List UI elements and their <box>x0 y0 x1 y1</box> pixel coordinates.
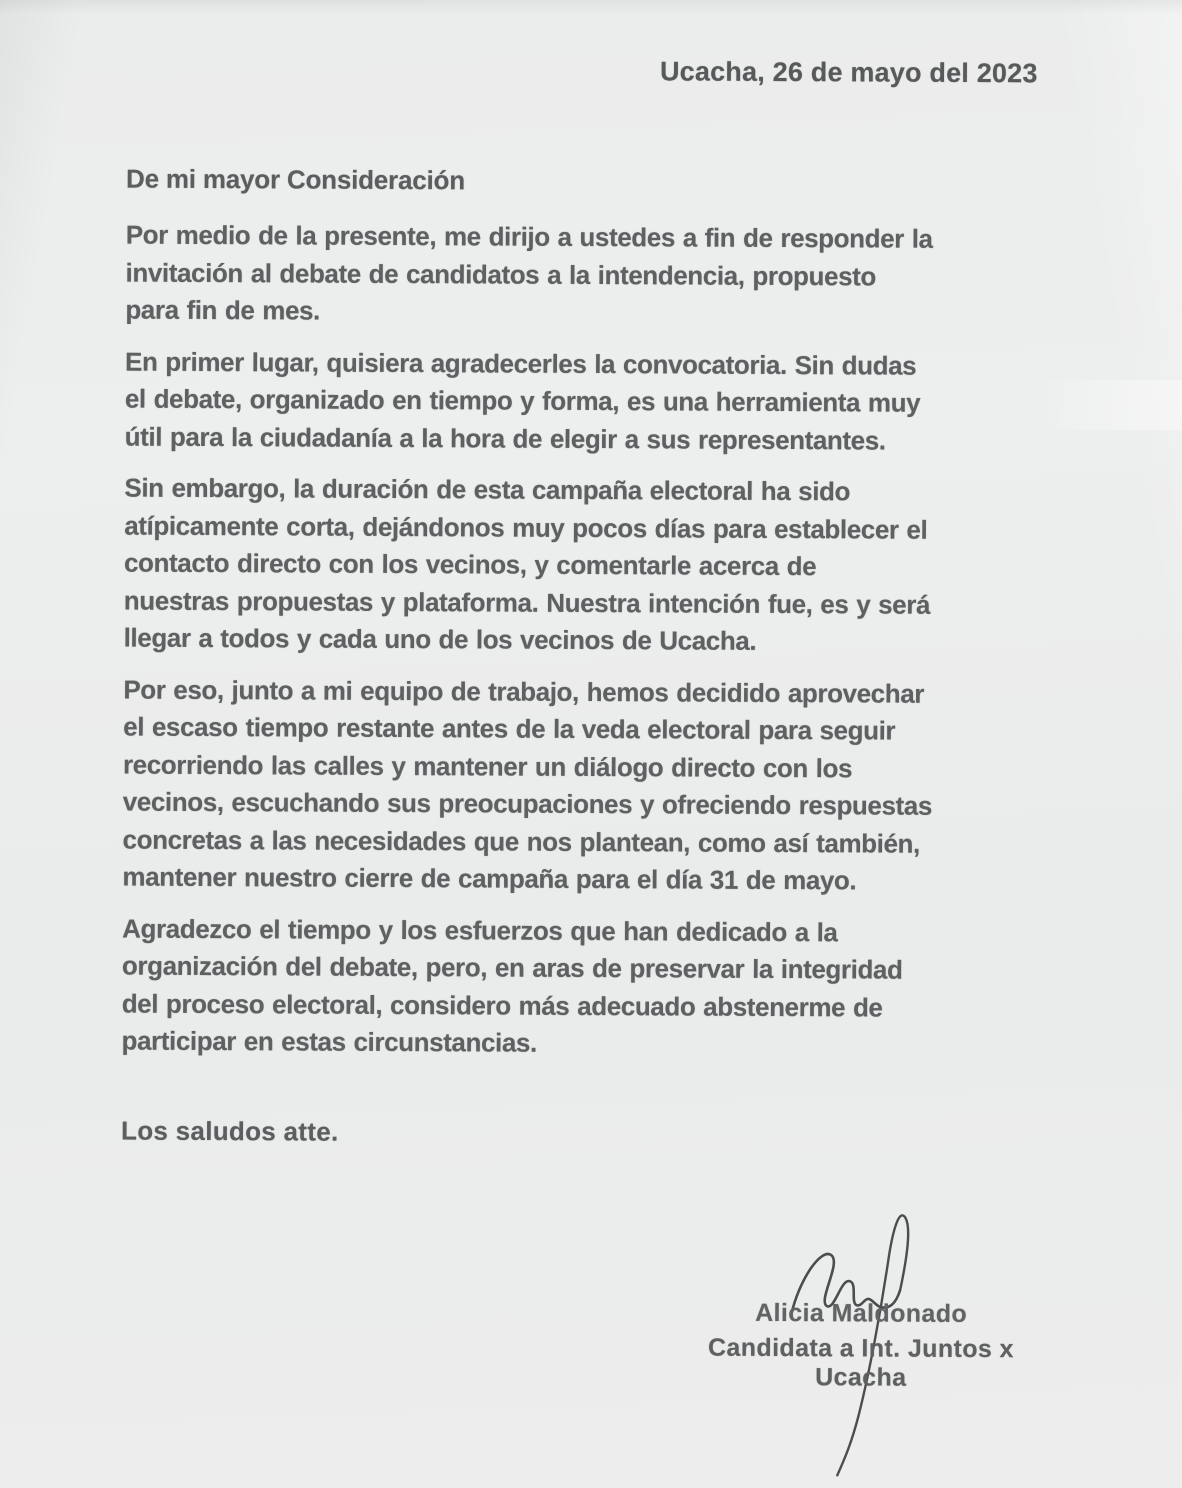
letter-paragraph: Por medio de la presente, me dirijo a ustedes a fin de responder la invitación al debate de candidatos a la intendencia, propuesto para fin de mes. <box>125 219 933 326</box>
letter-paragraph: Por eso, junto a mi equipo de trabajo, hemos decidido aprovechar el escaso tiempo restante antes de la veda electoral para seguir recorriendo las calles y mantener un diálogo directo con los vecinos, escuchando sus preocupaciones y ofreciendo respuestas concretas a las necesidades que nos plantean, como así también, mantener nuestro cierre de campaña para el día 31 de mayo. <box>122 674 933 896</box>
letter-body <box>121 161 1078 1079</box>
date-line: Ucacha, 26 de mayo del 2023 <box>659 56 1038 89</box>
signatory-name: Alicia Maldonado <box>755 1298 968 1328</box>
letter-paragraph: Sin embargo, la duración de esta campaña electoral ha sido atípicamente corta, dejándonos muy pocos días para establecer el contacto directo con los vecinos, y comentarle acerca de nuestras propuestas y plataforma. Nuestra intención fue, es y será llegar a todos y cada uno de los vecinos de Ucacha. <box>123 472 931 656</box>
signatory-title: Candidata a Int. Juntos x Ucacha <box>707 1333 1014 1392</box>
closing-line: Los saludos atte. <box>120 1115 339 1147</box>
letter-paragraph: En primer lugar, quisiera agradecerles la convocatoria. Sin dudas el debate, organizado en tiempo y forma, es una herramienta muy útil para la ciudadanía a la hora de elegir a sus representantes. <box>124 346 921 456</box>
salutation: De mi mayor Consideración <box>125 163 466 196</box>
letter-paragraph: Agradezco el tiempo y los esfuerzos que han dedicado a la organización del debate, pero, en aras de preservar la integridad del proceso electoral, considero más adecuado abstenerme de participar en estas circunstancias. <box>121 913 903 1058</box>
signature-block <box>661 1298 1061 1393</box>
